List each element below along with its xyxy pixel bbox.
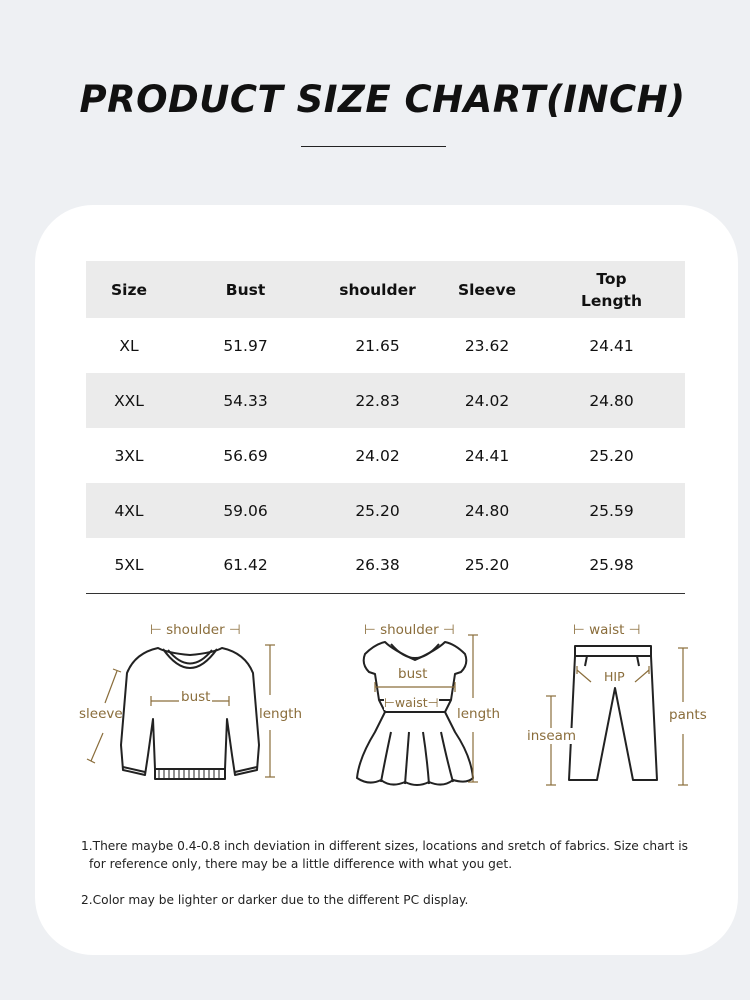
dress-bust-label: bust [398,666,428,682]
cell-shoulder: 26.38 [319,538,436,593]
cell-top-length: 25.20 [589,446,634,465]
header-top-length: Top Length [538,261,685,318]
header-shoulder: shoulder [319,261,436,318]
note-deviation-line2: for reference only, there may be a little difference with what you get. [89,857,513,871]
sweater-length-label: length [259,706,303,722]
cell-sleeve: 24.80 [436,483,538,538]
cell-sleeve: 24.41 [464,446,510,465]
sweater-sleeve-label: sleeve [79,706,123,722]
cell-size: 4XL [86,483,172,538]
cell-top-length: 25.98 [538,538,685,593]
cell-sleeve: 23.62 [464,336,510,355]
size-chart-card [35,205,738,955]
cell-shoulder: 22.83 [319,373,436,428]
pants-inseam-label: inseam [527,728,577,744]
cell-size: 5XL [86,538,172,593]
cell-size: 3XL [114,446,144,465]
cell-shoulder: 25.20 [319,483,436,538]
cell-top-length: 24.41 [589,336,634,355]
cell-bust: 54.33 [172,373,319,428]
cell-sleeve: 24.02 [436,373,538,428]
cell-bust: 59.06 [172,483,319,538]
dress-length-label: length [457,706,501,722]
sweater-shoulder-label: ⊢ shoulder ⊣ [150,622,241,638]
dress-waist-label: ⊢waist⊣ [384,695,439,710]
title-divider [301,146,446,147]
table-row [86,318,685,373]
cell-bust: 51.97 [223,336,268,355]
cell-top-length: 24.80 [538,373,685,428]
pants-icon [525,620,705,790]
header-size: Size [86,261,172,318]
pants-waist-label: ⊢ waist ⊣ [573,622,641,638]
cell-size: XL [119,336,139,355]
table-header-row [86,261,685,318]
table-row [86,373,685,428]
cell-shoulder: 24.02 [355,446,400,465]
cell-shoulder: 21.65 [355,336,400,355]
pants-hip-label: HIP [604,669,625,684]
cell-sleeve: 25.20 [436,538,538,593]
cell-size: XXL [86,373,172,428]
note-deviation [81,837,711,873]
page-title: PRODUCT SIZE CHART(INCH) [79,78,686,121]
table-row [86,538,685,593]
dress-shoulder-label: ⊢ shoulder ⊣ [364,622,455,638]
table-row [86,428,685,483]
header-bust: Bust [172,261,319,318]
table-row [86,483,685,538]
pants-length-label: pants [669,707,707,723]
cell-top-length: 25.59 [538,483,685,538]
cell-bust: 61.42 [172,538,319,593]
note-deviation-line1: 1.There maybe 0.4-0.8 inch deviation in different sizes, locations and sretch of fabrics. Size chart is [81,839,688,853]
size-table [86,261,685,594]
cell-bust: 56.69 [223,446,268,465]
sweater-bust-label: bust [181,689,211,705]
note-color: 2.Color may be lighter or darker due to the different PC display. [81,893,469,907]
header-sleeve: Sleeve [436,261,538,318]
